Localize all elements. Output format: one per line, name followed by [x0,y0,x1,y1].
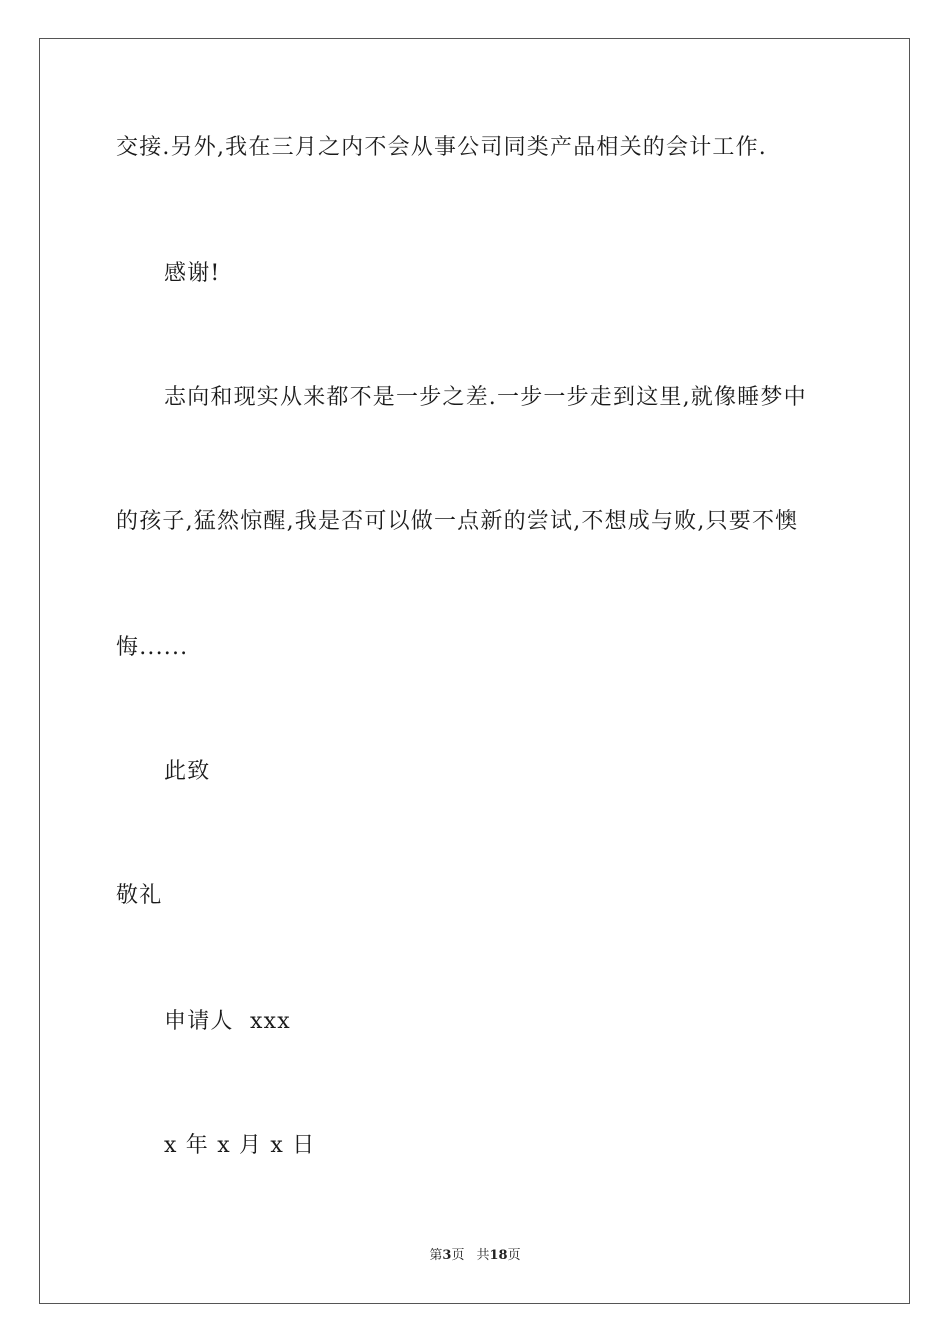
closing-salutation: 此致 [164,759,211,784]
page-number: 3 [442,1248,452,1263]
page-total: 18 [489,1248,508,1263]
page-prefix: 第 [429,1248,443,1263]
closing-regards: 敬礼 [116,883,163,908]
applicant-signature: 申请人 xxx [164,1009,291,1034]
paragraph-aspiration-line-2: 的孩子,猛然惊醒,我是否可以做一点新的尝试,不想成与败,只要不懊 [116,509,799,534]
page-suffix: 页 [451,1248,465,1263]
signature-date: x 年 x 月 x 日 [164,1133,316,1158]
page-frame [39,38,910,1304]
total-suffix: 页 [507,1248,521,1263]
paragraph-aspiration-line-3: 悔...... [116,635,189,660]
paragraph-aspiration-line-1: 志向和现实从来都不是一步之差.一步一步走到这里,就像睡梦中 [164,385,807,410]
paragraph-thanks: 感谢! [164,261,221,286]
paragraph-handover: 交接.另外,我在三月之内不会从事公司同类产品相关的会计工作. [116,135,767,160]
total-prefix: 共 [476,1248,490,1263]
page-footer [0,1247,950,1265]
